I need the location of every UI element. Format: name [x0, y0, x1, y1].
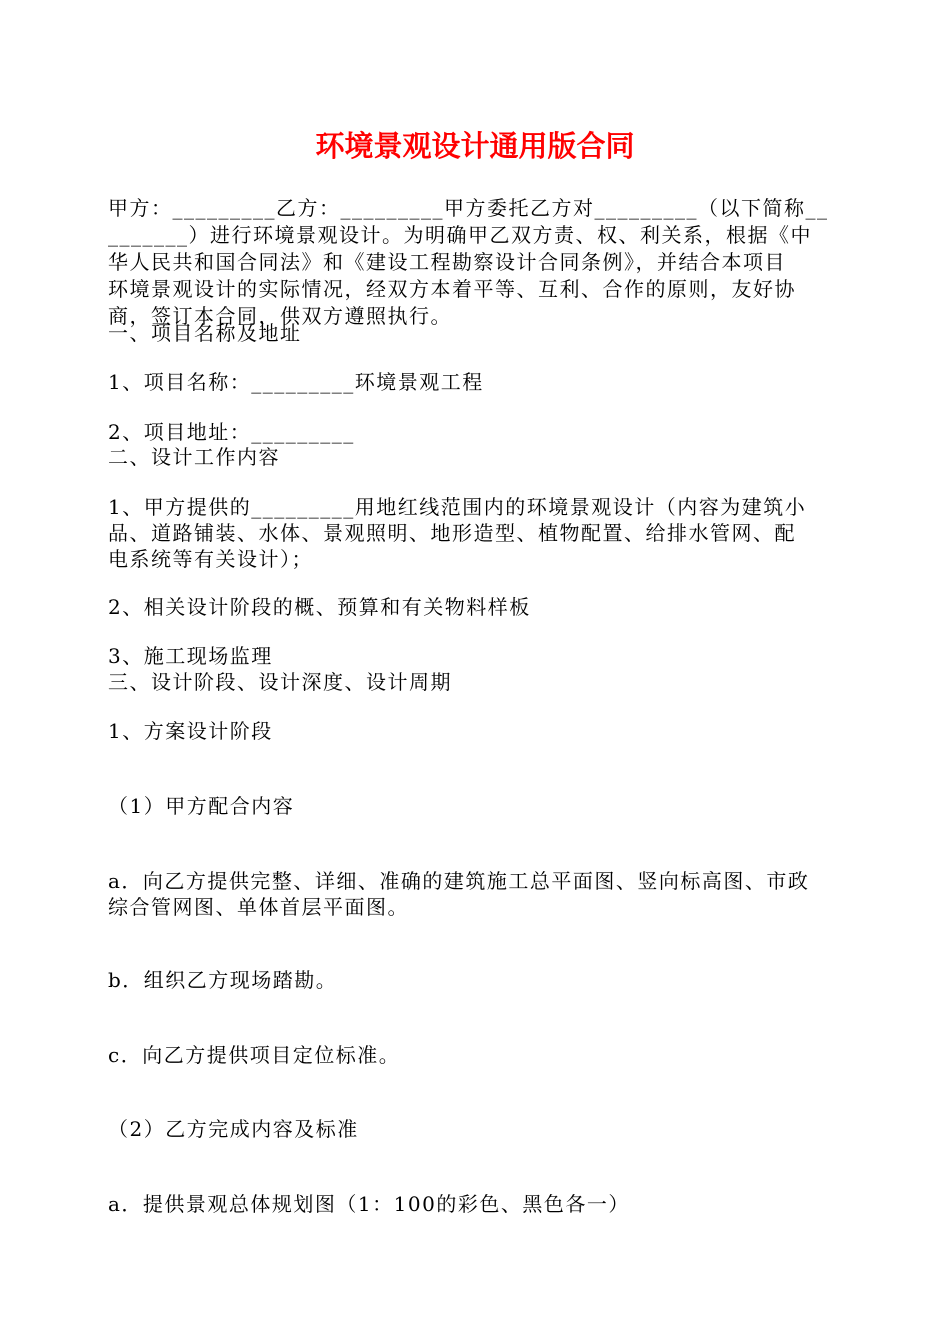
intro-line-4: 环境景观设计的实际情况，经双方本着平等、互利、合作的原则，友好协 — [108, 277, 796, 301]
item-project-address: 2、项目地址：_________ — [108, 420, 355, 444]
intro-line-2: _______）进行环境景观设计。为明确甲乙双方责、权、利关系，根据《中 — [108, 223, 812, 247]
intro-line-3: 华人民共和国合同法》和《建设工程勘察设计合同条例》，并结合本项目 — [108, 250, 786, 274]
party-a-item-a-line-1: a．向乙方提供完整、详细、准确的建筑施工总平面图、竖向标高图、市政 — [108, 869, 810, 893]
item-work-1-line-2: 品、道路铺装、水体、景观照明、地形造型、植物配置、给排水管网、配 — [108, 521, 796, 545]
item-scheme-stage: 1、方案设计阶段 — [108, 719, 273, 743]
sub-heading-party-a: （1）甲方配合内容 — [108, 794, 295, 818]
intro-line-1: 甲方：_________乙方：_________甲方委托乙方对_________（以下简称__ — [108, 196, 829, 220]
item-work-1-line-3: 电系统等有关设计）； — [108, 547, 313, 571]
sub-heading-party-b: （2）乙方完成内容及标准 — [108, 1117, 359, 1141]
item-work-1-line-1: 1、甲方提供的_________用地红线范围内的环境景观设计（内容为建筑小 — [108, 495, 807, 519]
section-heading-work: 二、设计工作内容 — [108, 445, 280, 469]
item-project-name: 1、项目名称：_________环境景观工程 — [108, 370, 484, 394]
party-b-item-a: a．提供景观总体规划图（1：100的彩色、黑色各一） — [108, 1192, 630, 1216]
item-work-2: 2、相关设计阶段的概、预算和有关物料样板 — [108, 595, 531, 619]
item-work-3: 3、施工现场监理 — [108, 644, 273, 668]
intro-line-5: 商，签订本合同，供双方遵照执行。 — [108, 304, 452, 328]
section-heading-stages: 三、设计阶段、设计深度、设计周期 — [108, 670, 452, 694]
party-a-item-b: b．组织乙方现场踏勘。 — [108, 968, 338, 992]
section-heading-project: 一、项目名称及地址 — [108, 321, 302, 345]
party-a-item-c: c．向乙方提供项目定位标准。 — [108, 1043, 401, 1067]
party-a-item-a-line-2: 综合管网图、单体首层平面图。 — [108, 895, 409, 919]
document-title: 环境景观设计通用版合同 — [315, 129, 635, 163]
